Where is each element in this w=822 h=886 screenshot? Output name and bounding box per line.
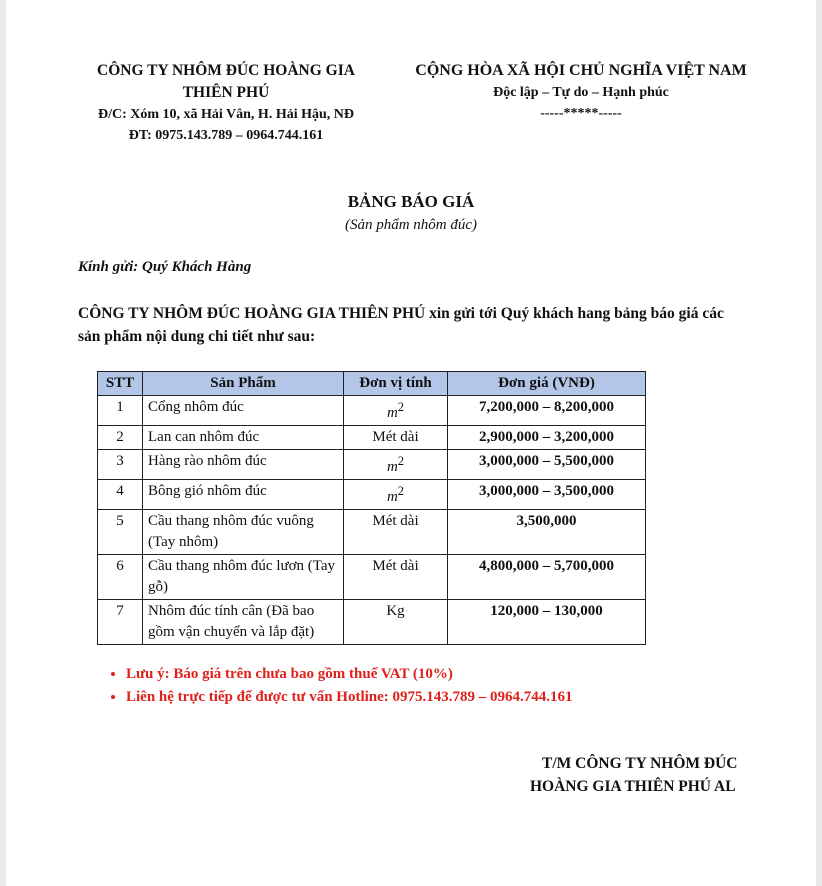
cell-stt: 4 — [98, 480, 143, 510]
unit-superscript: 2 — [397, 484, 405, 498]
cell-unit: Mét dài — [344, 510, 448, 555]
cell-price: 4,800,000 – 5,700,000 — [448, 555, 646, 600]
page-edge-right — [816, 0, 822, 886]
table-row — [98, 396, 646, 426]
company-name: CÔNG TY NHÔM ĐÚC HOÀNG GIA — [97, 62, 355, 79]
table-row — [98, 426, 646, 450]
cell-unit: Mét dài — [344, 426, 448, 450]
nation-header — [392, 60, 770, 124]
cell-product: Cầu thang nhôm đúc lươn (Tay gỗ) — [143, 555, 344, 600]
header-stt: STT — [98, 372, 143, 396]
cell-stt: 1 — [98, 396, 143, 426]
header-unit: Đơn vị tính — [344, 372, 448, 396]
cell-product: Cổng nhôm đúc — [143, 396, 344, 426]
cell-price: 120,000 – 130,000 — [448, 600, 646, 645]
company-header — [70, 60, 382, 146]
cell-stt: 3 — [98, 450, 143, 480]
table-row — [98, 510, 646, 555]
cell-product: Lan can nhôm đúc — [143, 426, 344, 450]
note-hotline: • Liên hệ trực tiếp để được tư vấn Hotline: 0975.143.789 – 0964.744.161 — [126, 686, 573, 709]
nation-title: CỘNG HÒA XÃ HỘI CHỦ NGHĨA VIỆT NAM — [415, 62, 747, 79]
notes-list — [100, 663, 573, 709]
table-header-row — [98, 372, 646, 396]
unit-text: m — [386, 405, 398, 421]
page-edge-left — [0, 0, 6, 886]
cell-price: 3,000,000 – 3,500,000 — [448, 480, 646, 510]
cell-stt: 5 — [98, 510, 143, 555]
company-address: Đ/C: Xóm 10, xã Hải Vân, H. Hải Hậu, NĐ — [97, 107, 355, 122]
cell-unit — [344, 450, 448, 480]
table-row — [98, 600, 646, 645]
company-name-line2: THIÊN PHÚ — [182, 84, 270, 101]
greeting: Kính gửi: Quý Khách Hàng — [78, 259, 252, 275]
cell-price: 3,000,000 – 5,500,000 — [448, 450, 646, 480]
cell-unit — [344, 396, 448, 426]
title-block — [0, 190, 822, 236]
cell-unit — [344, 480, 448, 510]
unit-text: m — [386, 489, 398, 505]
cell-stt: 7 — [98, 600, 143, 645]
cell-stt: 6 — [98, 555, 143, 600]
unit-superscript: 2 — [397, 400, 405, 414]
cell-product: Hàng rào nhôm đúc — [143, 450, 344, 480]
header-price: Đơn giá (VNĐ) — [448, 372, 646, 396]
signature-line-1: T/M CÔNG TY NHÔM ĐÚC — [542, 755, 738, 772]
cell-product: Bông gió nhôm đúc — [143, 480, 344, 510]
cell-product: Nhôm đúc tính cân (Đã bao gồm vận chuyển và lắp đặt) — [143, 600, 344, 645]
cell-stt: 2 — [98, 426, 143, 450]
signature-block — [490, 752, 800, 798]
price-table — [97, 371, 646, 645]
company-phone: ĐT: 0975.143.789 – 0964.744.161 — [128, 128, 324, 143]
cell-unit: Kg — [344, 600, 448, 645]
note-vat: • Lưu ý: Báo giá trên chưa bao gồm thuế VAT (10%) — [126, 663, 573, 686]
intro-paragraph: CÔNG TY NHÔM ĐÚC HOÀNG GIA THIÊN PHÚ xin gửi tới Quý khách hang bảng báo giá các sản phẩm nội dung chi tiết như sau: — [78, 305, 724, 345]
signature-line-2: HOÀNG GIA THIÊN PHÚ AL — [530, 778, 736, 795]
nation-separator: -----*****----- — [540, 106, 622, 121]
table-row — [98, 480, 646, 510]
table-row — [98, 450, 646, 480]
cell-price: 2,900,000 – 3,200,000 — [448, 426, 646, 450]
header-product: Sản Phẩm — [143, 372, 344, 396]
unit-text: m — [386, 459, 398, 475]
nation-motto: Độc lập – Tự do – Hạnh phúc — [493, 85, 669, 100]
table-row — [98, 555, 646, 600]
cell-price: 7,200,000 – 8,200,000 — [448, 396, 646, 426]
unit-superscript: 2 — [397, 454, 405, 468]
cell-product: Cầu thang nhôm đúc vuông (Tay nhôm) — [143, 510, 344, 555]
page-subtitle: (Sản phẩm nhôm đúc) — [344, 217, 478, 233]
cell-price: 3,500,000 — [448, 510, 646, 555]
cell-unit: Mét dài — [344, 555, 448, 600]
page-title: BẢNG BÁO GIÁ — [347, 192, 475, 211]
